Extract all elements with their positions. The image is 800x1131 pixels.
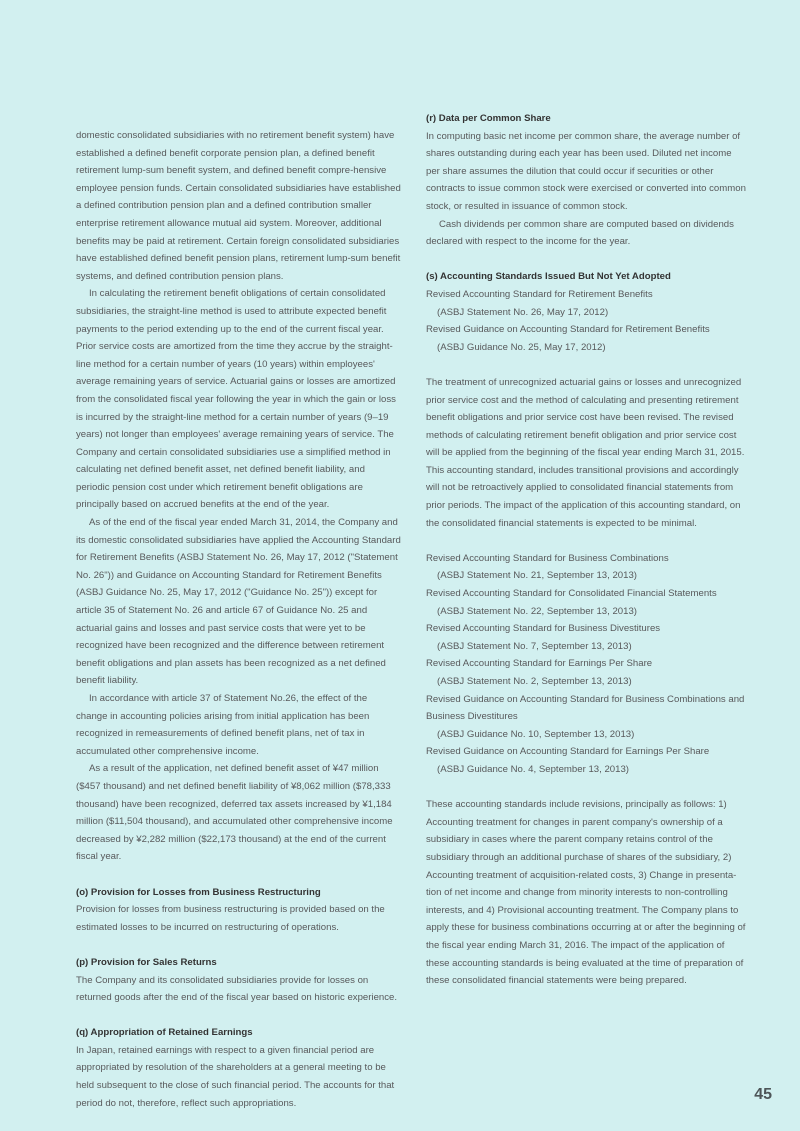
standard-ref: (ASBJ Statement No. 22, September 13, 2013) xyxy=(437,605,637,617)
standard-ref: (ASBJ Guidance No. 10, September 13, 2013) xyxy=(437,728,635,740)
section-p-heading: (p) Provision for Sales Returns xyxy=(76,956,217,968)
page-number: 45 xyxy=(754,1086,772,1103)
treatment-paragraph: The treatment of unrecognized actuarial gains or losses and unrecognized prior service cost and the method of calculating and presenting retirement benefit obligations and prior service cost have been revised. The revised methods of calculating retirement benefit obligation and prior service cost will be applied from the beginning of the fiscal year ending March 31, 2015. This accounting standard, includes transitional provisions and accordingly will not be retroactively applied to consolidated financial statements from prior periods. The impact of the application of this accounting standard, on the consolidated financial statements is expected to be minimal. xyxy=(426,376,745,529)
intro-paragraph: domestic consolidated subsidiaries with no retirement benefit system) have established a defined benefit corporate pension plan, a defined benefit retirement lump-sum benefit system, and defined benefit compre-hensive employee pension funds. Certain consolidated subsidiaries have established a defined contribution pension plan and a defined contribution smaller enterprise retirement allowance mutual aid system. Moreover, additional benefits may be paid at retirement. Certain foreign consolidated subsidiaries have established defined benefit pension plans, retirement lump-sum benefit systems, and defined contribution pension plans. xyxy=(76,130,401,282)
section-o-heading: (o) Provision for Losses from Business Restructuring xyxy=(76,886,321,898)
as-of-paragraph: As of the end of the fiscal year ended March 31, 2014, the Company and its domestic consolidated subsidiaries have applied the Accounting Standard for Retirement Benefits (ASBJ Statement No. 26, May 17, 2012 ("Statement No. 26")) and Guidance on Accounting Standard for Retirement Benefits (ASBJ Guidance No. 25, May 17, 2012 ("Guidance No. 25")) except for article 35 of Statement No. 26 and article 67 of Guidance No. 25 and actuarial gains and losses and past service costs that were yet to be recognized have been recognized and the difference between retirement benefit obligations and plan assets has been recognized as a net defined benefit liability. xyxy=(76,517,401,687)
standard-title: Revised Guidance on Accounting Standard for Business Combinations and Business Divestitures xyxy=(426,693,745,723)
standard-title: Revised Accounting Standard for Earnings Per Share xyxy=(426,658,653,670)
standard-title: Revised Accounting Standard for Retirement Benefits xyxy=(426,288,653,300)
section-r-heading: (r) Data per Common Share xyxy=(426,113,551,124)
standard-ref: (ASBJ Statement No. 26, May 17, 2012) xyxy=(437,306,609,318)
article37-paragraph: In accordance with article 37 of Statement No.26, the effect of the change in accounting policies arising from initial application has been recognized in remeasurements of defined benefit plans, net of tax in accumulated other comprehensive income. xyxy=(76,693,370,757)
standard-ref: (ASBJ Statement No. 2, September 13, 2013) xyxy=(437,676,632,687)
calculation-paragraph: In calculating the retirement benefit obligations of certain consolidated subsidiaries, the straight-line method is used to attribute expected benefit payments to the period extending up to the end of the current fiscal year. Prior service costs are amortized from the time they accrue by the straight-line method for a certain number of years (10 years) within employees' average remaining years of service. Actuarial gains or losses are amortized from the consolidated fiscal year following the year in which the gain or loss is incurred by the straight-line method for a certain number of years (9–19 years) not longer than employees' average remaining years of service. The Company and certain consolidated subsidiaries use a simplified method in calculating net defined benefit asset, net defined benefit liability, and periodic pension cost under which retirement benefit obligations are principally based on accrued benefits at the end of the year. xyxy=(76,288,396,511)
left-column xyxy=(76,127,401,1112)
right-column xyxy=(426,110,748,990)
section-p-body: The Company and its consolidated subsidiaries provide for losses on returned goods after the end of the fiscal year based on historic experience. xyxy=(76,974,398,1004)
section-r-body2: Cash dividends per common share are computed based on dividends declared with respect to the income for the year. xyxy=(426,218,734,248)
section-o-body: Provision for losses from business restructuring is provided based on the estimated losses to be incurred on restructuring of operations. xyxy=(76,904,385,933)
standard-ref: (ASBJ Statement No. 21, September 13, 2013) xyxy=(437,570,637,582)
standard-ref: (ASBJ Guidance No. 4, September 13, 2013) xyxy=(437,763,629,775)
section-q-heading: (q) Appropriation of Retained Earnings xyxy=(76,1027,253,1039)
section-s-heading: (s) Accounting Standards Issued But Not Yet Adopted xyxy=(426,271,671,283)
standard-ref: (ASBJ Statement No. 7, September 13, 2013) xyxy=(437,640,632,652)
section-r-body: In computing basic net income per common share, the average number of shares outstanding during each year has been used. Diluted net income per share assumes the dilution that could occur if securities or other contracts to issue common stock were exercised or converted into common stock, or resulted in issuance of common stock. xyxy=(426,130,746,212)
standard-title: Revised Accounting Standard for Consolidated Financial Statements xyxy=(426,588,717,600)
result-paragraph: As a result of the application, net defined benefit asset of ¥47 million ($457 thousand) and net defined benefit liability of ¥8,062 million ($78,333 thousand) have been recognized, deferred tax assets increased by ¥1,184 million ($11,504 thousand), and accumulated other comprehensive income decreased by ¥2,282 million ($22,173 thousand) at the end of the current fiscal year. xyxy=(76,763,393,863)
standard-title: Revised Accounting Standard for Business Divestitures xyxy=(426,623,661,635)
revisions-paragraph: These accounting standards include revisions, principally as follows: 1) Accounting treatment for changes in parent company's ownership of a subsidiary in cases where the parent company retains control of the subsidiary through an additional purchase of shares of the subsidiary, 2) Accounting treatment of acquisition-related costs, 3) Change in presenta-tion of net income and change from minority interests to non-controlling interests, and 4) Provisional accounting treatment. The Company plans to apply these for business combinations occurring at or after the beginning of the fiscal year ending March 31, 2016. The impact of the application of these accounting standards is being evaluated at the time of preparation of these consolidated financial statements were being prepared. xyxy=(426,799,746,987)
standard-ref: (ASBJ Guidance No. 25, May 17, 2012) xyxy=(437,341,606,353)
section-q-body: In Japan, retained earnings with respect to a given financial period are appropriated by resolution of the shareholders at a general meeting to be held subsequent to the close of such financial period. The accounts for that period do not, therefore, reflect such appropriations. xyxy=(76,1044,395,1109)
standard-title: Revised Guidance on Accounting Standard for Earnings Per Share xyxy=(426,746,710,758)
standard-title: Revised Guidance on Accounting Standard for Retirement Benefits xyxy=(426,324,710,336)
standard-title: Revised Accounting Standard for Business Combinations xyxy=(426,552,669,564)
